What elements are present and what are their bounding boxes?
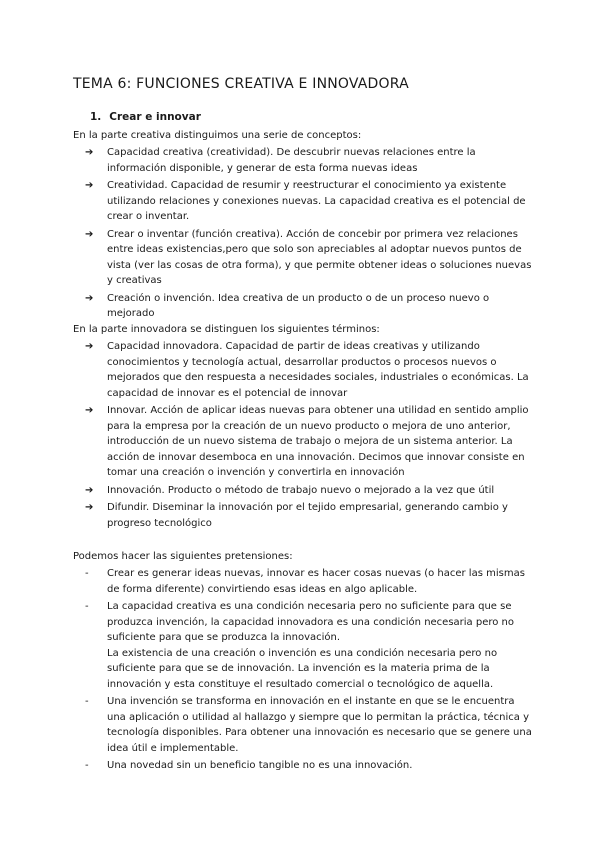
list-item-text: Innovación. Producto o método de trabajo nuevo o mejorado a la vez que útil (107, 484, 495, 496)
list-item (85, 291, 535, 322)
list-item (85, 145, 535, 176)
list-item (85, 566, 535, 597)
dash-icon: - (85, 696, 89, 707)
list-item-text: Una novedad sin un beneficio tangible no es una innovación. (107, 760, 413, 771)
arrow-icon: ➔ (85, 405, 94, 416)
list-item-text: Difundir. Diseminar la innovación por el tejido empresarial, generando cambio y progreso tecnológico (107, 502, 508, 529)
arrow-icon: ➔ (85, 147, 94, 158)
list-item (85, 227, 535, 289)
creative-intro: En la parte creativa distinguimos una serie de conceptos: (73, 130, 362, 141)
arrow-icon: ➔ (85, 341, 94, 352)
creative-list (85, 145, 535, 324)
arrow-icon: ➔ (85, 502, 94, 513)
list-item (85, 339, 535, 401)
list-item (85, 694, 535, 756)
arrow-icon: ➔ (85, 180, 94, 191)
list-item-text: Una invención se transforma en innovación en el instante en que se le encuentra una aplicación o utilidad al hallazgo y siempre que lo permitan la práctica, técnica y tecnología disponibles. Para obtener una innovación es necesario que se genere una idea útil e implementable. (107, 696, 532, 754)
section-label: Crear e innovar (109, 111, 201, 123)
list-item-text: Creación o invención. Idea creativa de un producto o de un proceso nuevo o mejorado (107, 292, 490, 319)
dash-icon: - (85, 760, 89, 771)
innovation-intro: En la parte innovadora se distinguen los siguientes términos: (73, 324, 380, 335)
claims-intro: Podemos hacer las siguientes pretensiones: (73, 551, 293, 562)
list-item-text: Creatividad. Capacidad de resumir y reestructurar el conocimiento ya existente utilizando relaciones y conexiones nuevas. La capacidad creativa es el potencial de crear o inventar. (107, 180, 526, 222)
arrow-icon: ➔ (85, 292, 94, 304)
arrow-icon: ➔ (85, 228, 94, 240)
section-number: 1. (90, 111, 102, 123)
dash-icon: - (85, 601, 89, 612)
list-item (85, 178, 535, 225)
claims-list (85, 566, 535, 776)
arrow-icon: ➔ (85, 484, 94, 496)
list-item-text: La capacidad creativa es una condición necesaria pero no suficiente para que se produzca invención, la capacidad innovadora es una condición necesaria pero no suficiente para que se produzca la innovación. (107, 601, 515, 643)
dash-icon: - (85, 568, 89, 579)
list-item (85, 483, 535, 499)
list-item (85, 500, 535, 531)
list-item-text: Capacidad innovadora. Capacidad de partir de ideas creativas y utilizando conocimientos y tecnología actual, desarrollar productos o procesos nuevos o mejorados que den respuesta a necesidades sociales, industriales o económicas. La capacidad de innovar es el potencial de innovar (107, 341, 529, 399)
list-item-text: Capacidad creativa (creatividad). De descubrir nuevas relaciones entre la información disponible, y generar de esta forma nuevas ideas (107, 147, 476, 174)
list-item-text: Crear es generar ideas nuevas, innovar es hacer cosas nuevas (o hacer las mismas de forma diferente) convirtiendo esas ideas en algo aplicable. (107, 568, 525, 595)
section-heading (90, 111, 201, 123)
page-title: TEMA 6: FUNCIONES CREATIVA E INNOVADORA (73, 76, 409, 92)
list-item (85, 599, 535, 692)
list-item (85, 403, 535, 481)
list-item-extra-text: La existencia de una creación o invención es una condición necesaria pero no suficiente para que se de innovación. La invención es la materia prima de la innovación y esta constituye el resultado comercial o tecnológico de aquella. (107, 647, 498, 690)
list-item (85, 758, 535, 774)
list-item-text: Crear o inventar (función creativa). Acción de concebir por primera vez relaciones entre ideas existencias,pero que solo son apreciables al adoptar nuevos puntos de vista (ver las cosas de otra forma), y que permite obtener ideas o soluciones nuevas y creativas (107, 228, 532, 286)
innovation-list (85, 339, 535, 533)
list-item-text: Innovar. Acción de aplicar ideas nuevas para obtener una utilidad en sentido amplio para la empresa por la creación de un nuevo producto o mejora de uno anterior, introducción de un nuevo sistema de trabajo o mejora de un sistema anterior. La acción de innovar desemboca en una innovación. Decimos que innovar consiste en tomar una creación o invención y convertirla en innovación (107, 405, 529, 478)
